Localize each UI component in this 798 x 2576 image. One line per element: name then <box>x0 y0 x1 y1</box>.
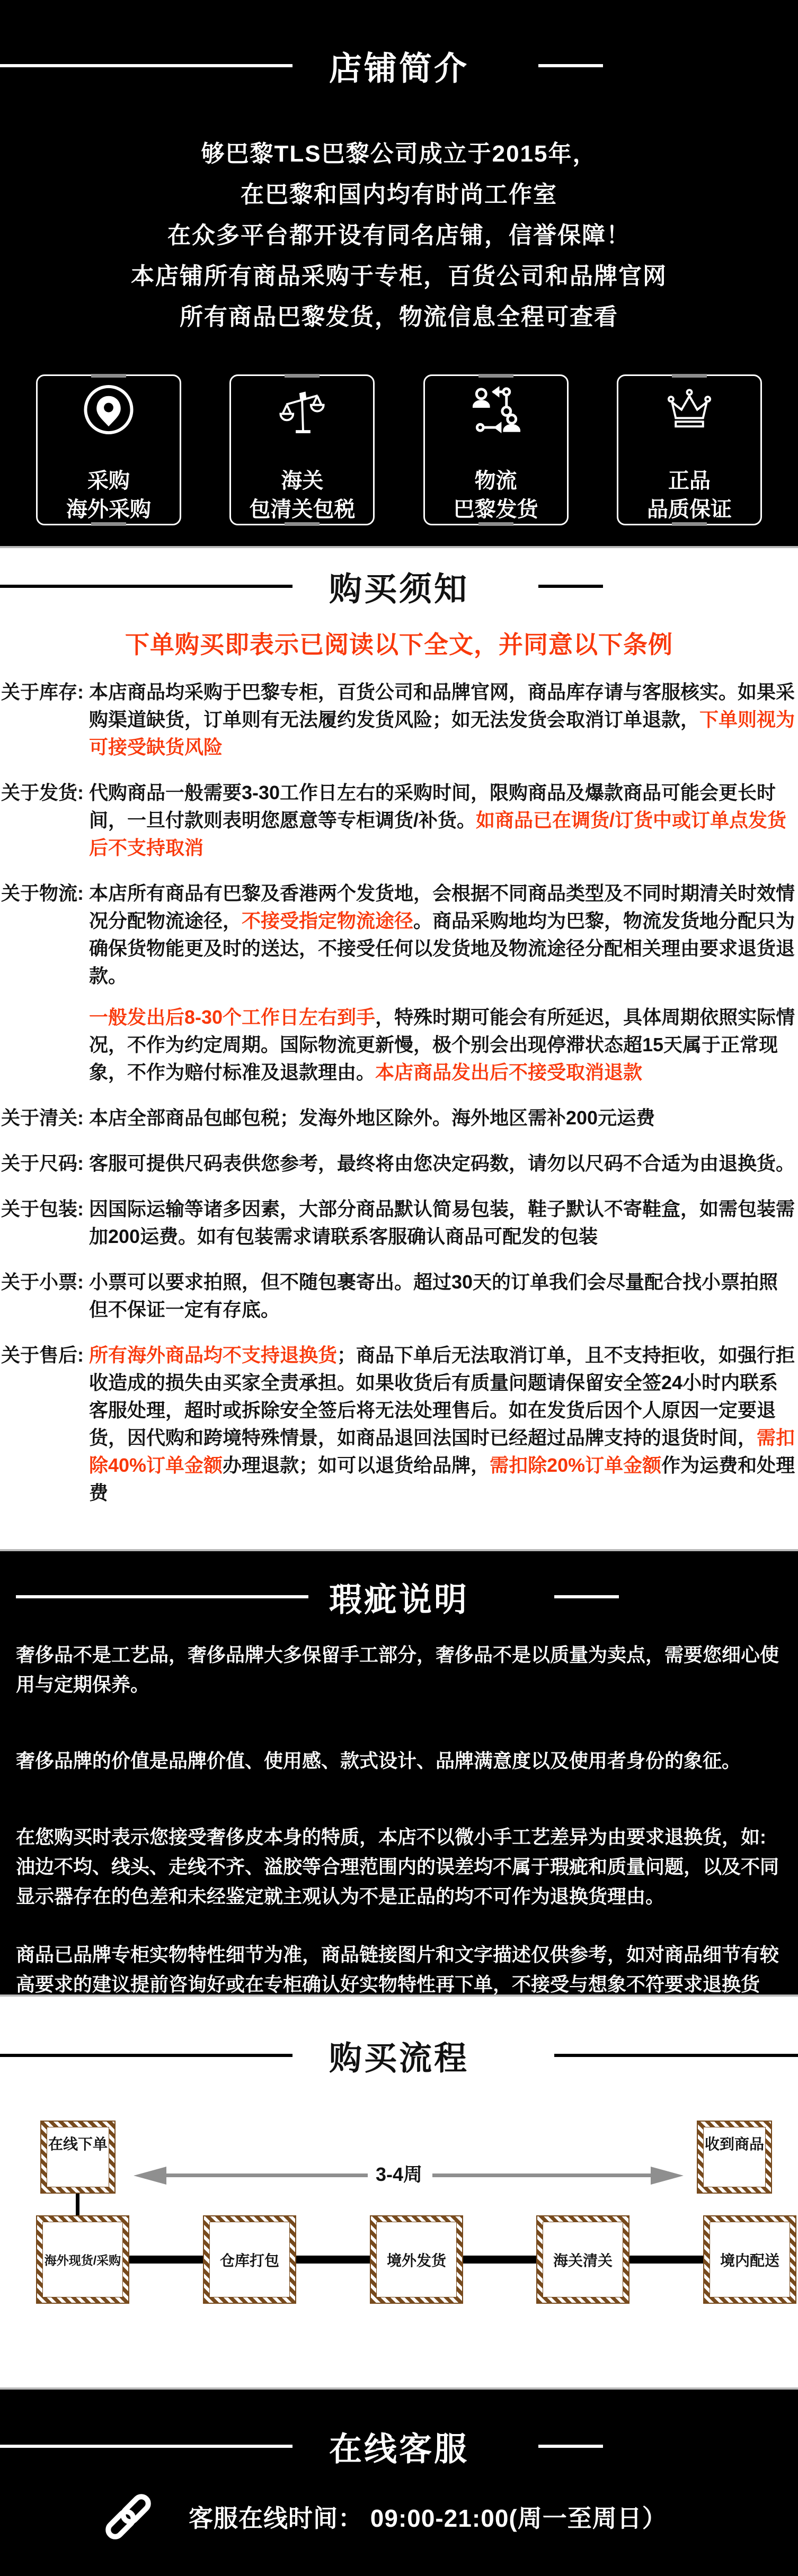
online-service-title: 在线客服 <box>329 2431 469 2468</box>
online-service-title-row <box>0 2427 798 2468</box>
notice-item-stock <box>1 678 798 761</box>
notice-label: 关于尺码: <box>1 1152 84 1174</box>
flow-step-label: 境内配送 <box>710 2222 790 2297</box>
feature-line1: 海关 <box>281 469 324 493</box>
flow-step-warehouse-pack <box>203 2215 296 2304</box>
crown-icon <box>663 383 716 436</box>
intro-line: 够巴黎TLS巴黎公司成立于2015年， <box>201 141 597 167</box>
notice-label: 关于售后: <box>1 1344 84 1366</box>
notice-text: 本店商品均采购于巴黎专柜，百货公司和品牌官网，商品库存请与客服核实。如果采购渠道缺货，订单则有无法履约发货风险；如无法发货会取消订单退款，下单则视为可接受缺货风险 <box>89 681 795 758</box>
flow-step-connector <box>129 2256 203 2264</box>
notice-text: 因国际运输等诸多因素，大部分商品默认简易包装，鞋子默认不寄鞋盒，如需包装需加200运费。如有包装需求请联系客服确认商品可配发的包装 <box>89 1198 795 1247</box>
flow-step-connector <box>296 2256 370 2264</box>
purchase-notice-title-row <box>0 567 798 608</box>
frame-tick <box>91 374 126 378</box>
flow-step-connector <box>463 2256 536 2264</box>
arrow-left-icon <box>134 2167 166 2185</box>
feature-line2: 品质保证 <box>646 498 732 521</box>
chain-link-icon <box>102 2488 155 2546</box>
logistics-flow-icon <box>469 383 522 436</box>
service-hours-text: 客服在线时间： 09:00-21:00(周一至周日） <box>189 2505 667 2532</box>
frame-tick <box>285 522 320 526</box>
store-intro-text <box>0 133 798 337</box>
flow-step-label: 海外现货/采购 <box>42 2222 123 2297</box>
title-line-right <box>554 1595 619 1598</box>
notice-label: 关于库存: <box>1 681 84 703</box>
notice-item-shipping <box>1 779 798 862</box>
flow-duration-label: 3-4周 <box>375 2163 423 2185</box>
store-intro-title: 店铺简介 <box>329 50 469 87</box>
defect-paragraph: 奢侈品不是工艺品，奢侈品牌大多保留手工部分，奢侈品不是以质量为卖点，需要您细心使用与定期保养。 <box>16 1644 779 1695</box>
arrow-right-icon <box>651 2167 684 2185</box>
section-store-intro <box>0 0 798 548</box>
section-online-service <box>0 2387 798 2576</box>
section-defect-notes <box>0 1549 798 1997</box>
notice-item-receipt <box>1 1268 798 1323</box>
section-purchase-flow <box>0 1997 798 2387</box>
flow-box-label: 收到商品 <box>703 2127 766 2187</box>
defect-paragraph: 商品已品牌专柜实物特性细节为准，商品链接图片和文字描述仅供参考，如对商品细节有较高要求的建议提前咨询好或在专柜确认好实物特性再下单，不接受与想象不符要求退换货 <box>16 1944 779 1995</box>
flow-step-label: 海关清关 <box>543 2222 623 2297</box>
notice-label: 关于清关: <box>1 1107 84 1129</box>
title-line-right <box>538 64 603 67</box>
notice-label: 关于发货: <box>1 782 84 803</box>
notice-text-extra: 一般发出后8-30个工作日左右到手，特殊时期可能会有所延迟，具体周期依照实际情况，不作为约定周期。国际物流更新慢，极个别会出现停滞状态超15天属于正常现象，不作为赔付标准及退款理由。本店商品发出后不接受取消退款 <box>89 1006 795 1083</box>
notice-item-logistics <box>1 880 798 1086</box>
frame-tick <box>672 522 707 526</box>
flow-step-customs-clear <box>536 2215 629 2304</box>
frame-tick <box>285 374 320 378</box>
notice-text: 客服可提供尺码表供您参考，最终将由您决定码数，请勿以尺码不合适为由退换货。 <box>89 1152 795 1174</box>
defect-title: 瑕疵说明 <box>329 1581 469 1618</box>
location-pin-icon <box>82 383 135 436</box>
flow-step-overseas-ship <box>370 2215 463 2304</box>
notice-text: 小票可以要求拍照，但不随包裹寄出。超过30天的订单我们会尽量配合找小票拍照但不保证一定有存底。 <box>89 1271 778 1320</box>
feature-line2: 海外采购 <box>66 498 151 521</box>
notice-text: 本店全部商品包邮包税；发海外地区除外。海外地区需补200元运费 <box>89 1107 655 1129</box>
notice-label: 关于物流: <box>1 882 84 904</box>
feature-labels <box>66 467 151 524</box>
flow-diagram <box>0 1997 798 2387</box>
feature-line1: 正品 <box>668 469 711 493</box>
feature-labels <box>647 467 732 524</box>
notice-text: 代购商品一般需要3-30工作日左右的采购时间，限购商品及爆款商品可能会更长时间，一旦付款则表明您愿意等专柜调货/补货。如商品已在调货/订货中或订单点发货后不支持取消 <box>89 782 787 858</box>
feature-line2: 巴黎发货 <box>453 498 538 521</box>
intro-line: 本店铺所有商品采购于专柜，百货公司和品牌官网 <box>131 263 667 289</box>
notice-item-packaging <box>1 1195 798 1250</box>
section-purchase-notice <box>0 548 798 1549</box>
intro-line: 在众多平台都开设有同名店铺，信誉保障！ <box>167 222 631 248</box>
frame-tick <box>478 374 513 378</box>
store-intro-title-row <box>0 47 798 85</box>
flow-step-overseas-stock <box>36 2215 129 2304</box>
feature-badges <box>0 374 798 525</box>
feature-line1: 采购 <box>87 469 130 493</box>
notice-items <box>0 678 798 1507</box>
feature-box-logistics <box>423 374 569 525</box>
defect-paragraph: 在您购买时表示您接受奢侈皮本身的特质，本店不以微小手工艺差异为由要求退换货，如:油边不均、线头、走线不齐、溢胶等合理范围内的误差均不属于瑕疵和质量问题，以及不同显示器存在的色差和未经鉴定就主观认为不是正品的均不可作为退换货理由。 <box>16 1826 779 1907</box>
flow-box-receive-goods <box>697 2121 772 2194</box>
flow-box-online-order <box>40 2121 116 2194</box>
notice-item-aftersale <box>1 1341 798 1507</box>
notice-item-size <box>1 1150 798 1177</box>
defect-title-row <box>16 1578 782 1616</box>
feature-line1: 物流 <box>474 469 517 493</box>
notice-text: 所有海外商品均不支持退换货；商品下单后无法取消订单，且不支持拒收，如强行拒收造成的损失由买家全责承担。如果收货后有质量问题请保留安全签24小时内联系客服处理，超时或拆除安全签后将无法处理售后。如在发货后因个人原因一定要退货，因代购和跨境特殊情景，如商品退回法国时已经超过品牌支持的退货时间，需扣除40%订单金额办理退款；如可以退货给品牌，需扣除20%订单金额作为运费和处理费 <box>89 1344 795 1504</box>
flow-box-label: 在线下单 <box>47 2127 109 2187</box>
arrow-right-shaft <box>432 2174 652 2177</box>
title-line-right <box>538 585 603 588</box>
feature-labels <box>249 467 355 524</box>
purchase-notice-title: 购买须知 <box>329 571 469 608</box>
purchase-flow-title: 购买流程 <box>329 2040 469 2077</box>
feature-line2: 包清关包税 <box>249 498 356 521</box>
flow-step-label: 仓库打包 <box>209 2222 290 2297</box>
intro-line: 在巴黎和国内均有时尚工作室 <box>241 182 557 208</box>
flow-step-connector <box>629 2256 703 2264</box>
flow-vertical-connector <box>76 2194 79 2215</box>
frame-tick <box>672 374 707 378</box>
feature-box-authentic <box>617 374 762 525</box>
title-line-right <box>538 2445 603 2448</box>
flow-step-label: 境外发货 <box>376 2222 457 2297</box>
notice-item-customs <box>1 1104 798 1132</box>
frame-tick <box>91 522 126 526</box>
frame-tick <box>478 522 513 526</box>
notice-label: 关于小票: <box>1 1271 84 1293</box>
intro-line: 所有商品巴黎发货，物流信息全程可查看 <box>180 304 618 330</box>
feature-box-customs <box>229 374 375 525</box>
defect-paragraph: 奢侈品牌的价值是品牌价值、使用感、款式设计、品牌满意度以及使用者身份的象征。 <box>16 1750 741 1772</box>
arrow-left-shaft <box>164 2174 368 2177</box>
notice-text: 本店所有商品有巴黎及香港两个发货地，会根据不同商品类型及不同时期清关时效情况分配物流途径，不接受指定物流途径。商品采购地均为巴黎，物流发货地分配只为确保货物能更及时的送达，不接受任何以发货地及物流途径分配相关理由要求退货退款。 <box>89 882 795 987</box>
notice-subtitle: 下单购买即表示已阅读以下全文，并同意以下条例 <box>125 631 673 658</box>
scales-icon <box>276 383 329 436</box>
service-row <box>0 2488 798 2546</box>
flow-step-domestic-delivery <box>703 2215 796 2304</box>
notice-label: 关于包装: <box>1 1198 84 1220</box>
feature-labels <box>454 467 538 524</box>
feature-box-purchase <box>36 374 181 525</box>
